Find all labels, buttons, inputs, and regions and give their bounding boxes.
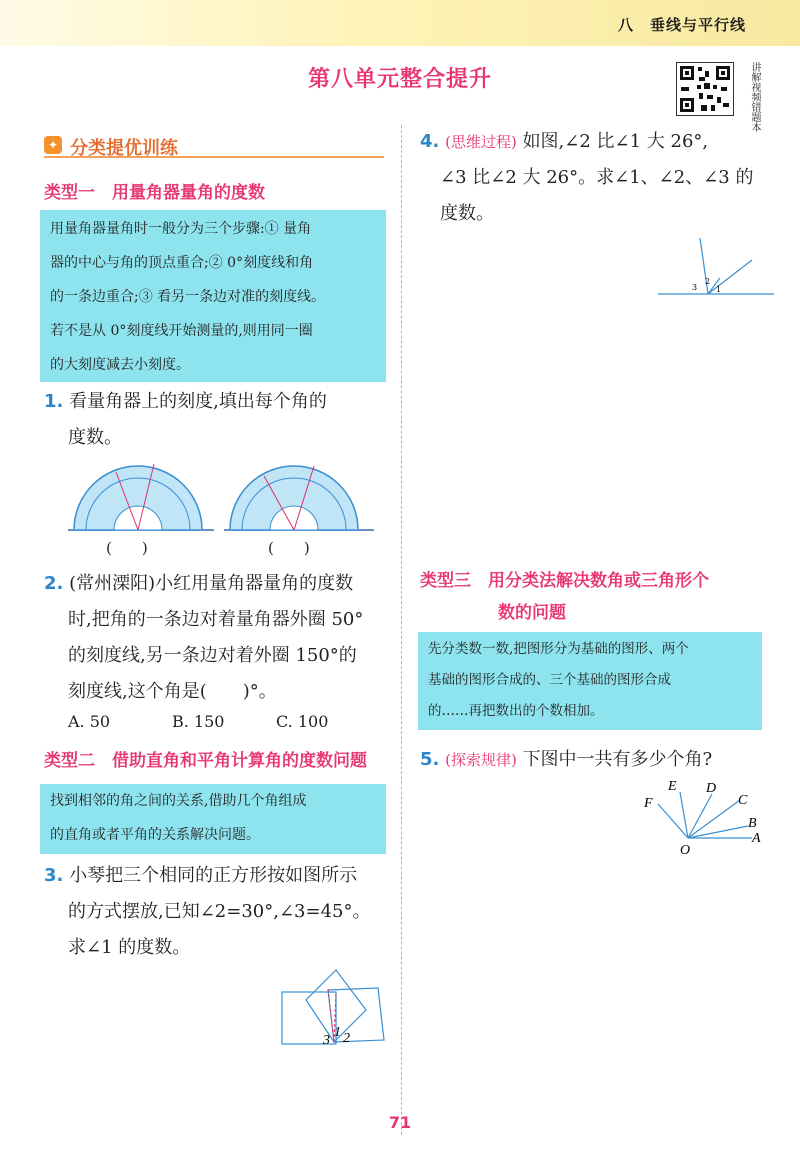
angle-label: 2 — [705, 277, 711, 286]
squares-figure — [278, 966, 388, 1048]
tip-line: 若不是从 0°刻度线开始测量的,则用同一圈 — [50, 323, 313, 339]
type3-heading: 类型三 用分类法解决数角或三角形个 — [420, 571, 709, 591]
protractor-figures — [64, 462, 394, 536]
question-2 — [44, 566, 353, 602]
question-text-cont: 刻度线,这个角是( )°。 — [68, 681, 277, 702]
tip-line: 用量角器量角时一般分为三个步骤:① 量角 — [50, 221, 312, 237]
page-number: 71 — [388, 1113, 412, 1132]
point-label: O — [680, 843, 691, 858]
point-label: D — [706, 781, 717, 796]
type1-tip-box — [40, 210, 386, 382]
chapter-title: 八 垂线与平行线 — [618, 16, 747, 34]
type2-tip-box — [40, 784, 386, 854]
tip-line: 基础的图形合成的、三个基础的图形合成 — [428, 672, 671, 688]
question-3 — [44, 858, 357, 894]
question-text-cont: ∠3 比∠2 大 26°。求∠1、∠2、∠3 的 — [440, 167, 754, 188]
question-text: 下图中一共有多少个角? — [522, 749, 713, 770]
point-label: A — [752, 831, 761, 846]
question-number: 4. — [420, 131, 440, 152]
type1-heading: 类型一 用量角器量角的度数 — [44, 183, 265, 203]
protractor-1 — [68, 464, 214, 530]
rays-figure — [640, 776, 770, 860]
option-a[interactable]: A. 50 — [68, 712, 111, 731]
angle-label: 1 — [716, 285, 722, 294]
question-number: 1. — [44, 391, 64, 412]
tip-line: 的大刻度减去小刻度。 — [50, 357, 190, 373]
option-c[interactable]: C. 100 — [276, 712, 329, 731]
question-text: 小琴把三个相同的正方形按如图所示 — [69, 865, 358, 886]
question-4 — [420, 124, 708, 160]
point-label: E — [668, 779, 677, 794]
qr-label: 讲解视频错题本 — [749, 62, 760, 132]
option-b[interactable]: B. 150 — [172, 712, 225, 731]
question-text: 如图,∠2 比∠1 大 26°, — [522, 131, 709, 152]
tip-line: 的一条边重合;③ 看另一条边对准的刻度线。 — [50, 289, 326, 305]
type2-heading: 类型二 借助直角和平角计算角的度数问题 — [44, 751, 367, 771]
point-label: F — [644, 796, 653, 811]
protractor-2 — [224, 466, 374, 530]
page-title: 第八单元整合提升 — [307, 67, 492, 92]
type3-heading-cont: 数的问题 — [498, 603, 566, 623]
question-text-cont: 度数。 — [440, 203, 494, 224]
question-1 — [44, 384, 327, 420]
section-underline — [44, 156, 384, 158]
tip-line: 的直角或者平角的关系解决问题。 — [50, 827, 260, 843]
tip-line: 的……再把数出的个数相加。 — [428, 703, 604, 719]
column-divider — [401, 125, 402, 1135]
question-text-cont: 求∠1 的度数。 — [68, 937, 191, 958]
question-tag: (探索规律) — [445, 751, 517, 769]
lightning-icon: ✦ — [44, 136, 62, 154]
angle-label: 3 — [692, 283, 698, 292]
point-label: B — [748, 816, 757, 831]
answer-blank-1[interactable]: ( ) — [106, 539, 148, 557]
angle-label: 1 — [334, 1025, 341, 1040]
question-text-cont: 度数。 — [68, 427, 122, 448]
question-text: 看量角器上的刻度,填出每个角的 — [69, 391, 327, 412]
tip-line: 器的中心与角的顶点重合;② 0°刻度线和角 — [50, 255, 314, 271]
angle-label: 2 — [343, 1031, 350, 1046]
section-title: 分类提优训练 — [70, 138, 178, 159]
tip-line: 找到相邻的角之间的关系,借助几个角组成 — [50, 793, 307, 809]
question-number: 2. — [44, 573, 64, 594]
question-text-cont: 的刻度线,另一条边对着外圈 150°的 — [68, 645, 357, 666]
angle-label: 3 — [323, 1033, 330, 1048]
question-5 — [420, 742, 712, 778]
angles-figure — [656, 230, 776, 300]
question-text-cont: 时,把角的一条边对着量角器外圈 50° — [68, 609, 364, 630]
qr-code-icon[interactable] — [676, 62, 734, 116]
question-text-cont: 的方式摆放,已知∠2=30°,∠3=45°。 — [68, 901, 371, 922]
question-tag: (思维过程) — [445, 133, 517, 151]
type3-tip-box — [418, 632, 762, 730]
question-text: (常州溧阳)小红用量角器量角的度数 — [69, 573, 354, 594]
question-number: 5. — [420, 749, 440, 770]
tip-line: 先分类数一数,把图形分为基础的图形、两个 — [428, 641, 689, 657]
point-label: C — [738, 793, 748, 808]
answer-blank-2[interactable]: ( ) — [268, 539, 310, 557]
question-number: 3. — [44, 865, 64, 886]
